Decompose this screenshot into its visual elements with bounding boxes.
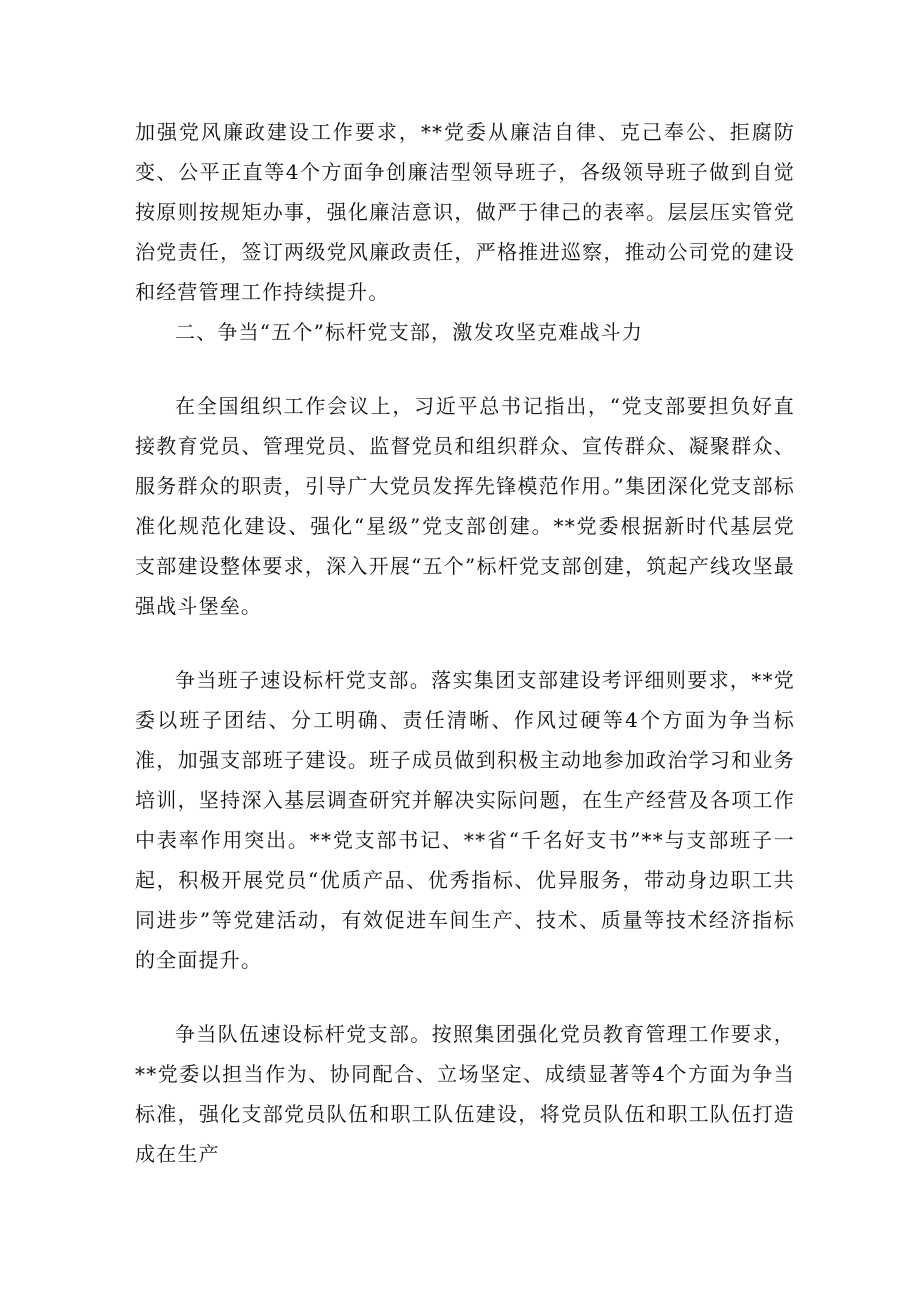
paragraph: 争当队伍速设标杆党支部。按照集团强化党员教育管理工作要求，**党委以担当作为、协同配合、立场坚定、成绩显著等4个方面为争当标准，强化支部党员队伍和职工队伍建设，将党员队伍和职工队伍打造成在生产 — [135, 1022, 795, 1166]
paragraph: 争当班子速设标杆党支部。落实集团支部建设考评细则要求，**党委以班子团结、分工明确、责任清晰、作风过硬等4个方面为争当标准，加强支部班子建设。班子成员做到积极主动地参加政治学习和业务培训，坚持深入基层调查研究并解决实际问题，在生产经营及各项工作中表率作用突出。**党支部书记、**省“千名好支书”**与支部班子一起，积极开展党员“优质产品、优秀指标、优异服务，带动身边职工共同进步”等党建活动，有效促进车间生产、技术、质量等技术经济指标的全面提升。 — [135, 668, 795, 972]
paragraph-continuation: 加强党风廉政建设工作要求，**党委从廉洁自律、克己奉公、拒腐防变、公平正直等4个方面争创廉洁型领导班子，各级领导班子做到自觉按原则按规矩办事，强化廉洁意识，做严于律己的表率。层层压实管党治党责任，签订两级党风廉政责任，严格推进巡察，推动公司党的建设和经营管理工作持续提升。 — [135, 120, 795, 304]
document-body — [135, 112, 795, 1174]
section-heading: 二、争当“五个”标杆党支部，激发攻坚克难战斗力 — [175, 320, 644, 344]
paragraph: 在全国组织工作会议上，习近平总书记指出，“党支部要担负好直接教育党员、管理党员、监督党员和组织群众、宣传群众、凝聚群众、服务群众的职责，引导广大党员发挥先锋模范作用。”集团深化党支部标准化规范化建设、强化“星级”党支部创建。**党委根据新时代基层党支部建设整体要求，深入开展“五个”标杆党支部创建，筑起产线攻坚最强战斗堡垒。 — [135, 394, 795, 618]
